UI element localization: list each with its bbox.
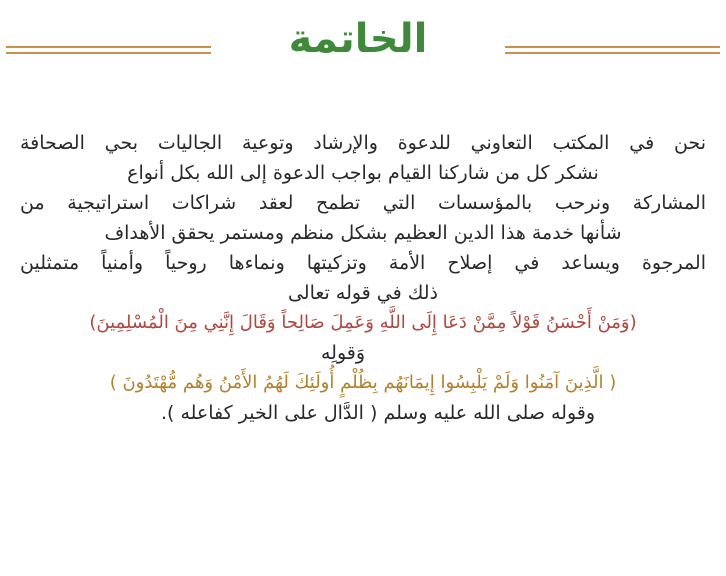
quran-verse-2: ( الَّذِينَ آمَنُوا وَلَمْ يَلْبِسُوا إِيمَانَهُم بِظُلْمٍ أُولَئِكَ لَهُمُ الأَمْنُ وَهُم مُّهْتَدُونَ ): [109, 372, 617, 393]
paragraph-line-1: نحن في المكتب التعاوني للدعوة والإرشاد وتوعية الجاليات بحي الصحافة: [20, 132, 706, 154]
left-decorative-rule: [6, 46, 211, 58]
title-row: [0, 14, 726, 64]
conclusion-text: [20, 128, 706, 428]
paragraph-line-6: ذلك في قوله تعالى: [287, 282, 439, 304]
hadith-line: وقوله صلى الله عليه وسلم ( الدَّال على الخير كفاعله ).: [160, 402, 596, 424]
page-title: الخاتمة: [288, 16, 428, 62]
quran-verse-1: (وَمَنْ أَحْسَنُ قَوْلاً مِمَّنْ دَعَا إِلَى اللَّهِ وَعَمِلَ صَالِحاً وَقَالَ إِنَّنِي مِنَ الْمُسْلِمِينَ): [89, 312, 637, 333]
paragraph-line-3: المشاركة ونرحب بالمؤسسات التي تطمح لعقد شراكات استراتيجية من: [20, 192, 706, 214]
right-decorative-rule: [505, 46, 720, 58]
paragraph-line-5: المرجوة ويساعد في إصلاح الأمة وتزكيتها ونماءها روحياً وأمنياً متمثلين: [20, 252, 706, 274]
paragraph-line-7: وَقولِه: [320, 342, 366, 364]
paragraph-line-4: شأنها خدمة هذا الدين العظيم بشكل منظم ومستمر يحقق الأهداف: [104, 222, 622, 244]
paragraph-line-2: نشكر كل من شاركنا القيام بواجب الدعوة إلى الله بكل أنواع: [127, 162, 599, 184]
